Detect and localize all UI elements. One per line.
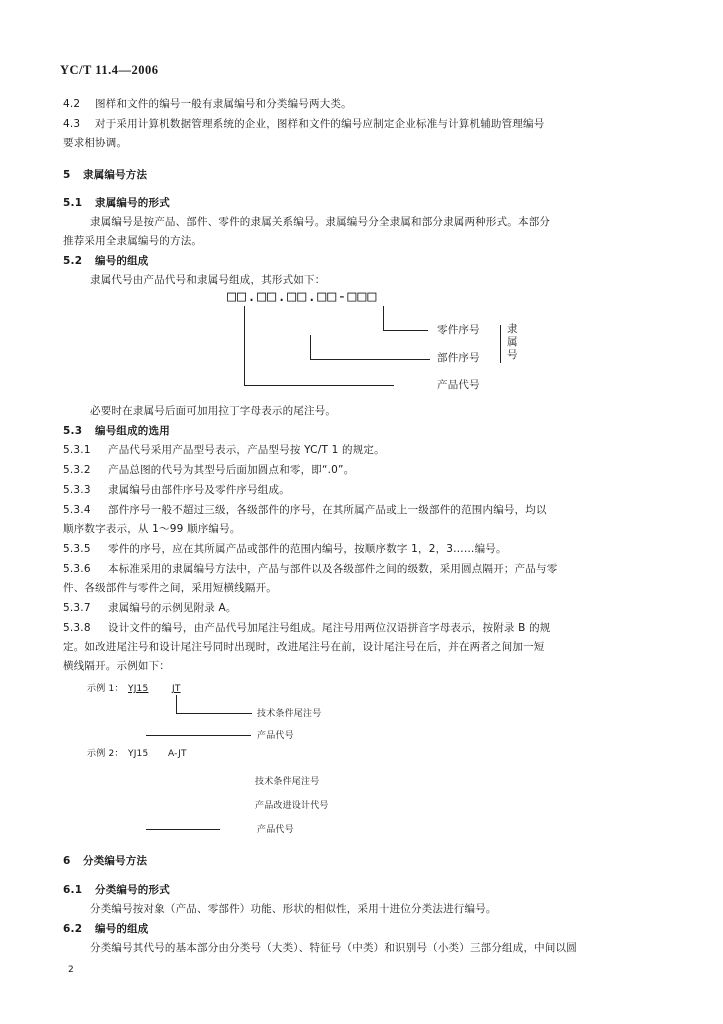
clause-number: 5.3.4 <box>63 504 91 516</box>
clause-number: 4.3 <box>63 118 81 130</box>
clause-text: 产品总图的代号为其型号后面加圆点和零，即“.0”。 <box>108 464 355 476</box>
product-leader-line <box>244 306 245 386</box>
clause-title: 编号的组成 <box>95 255 149 267</box>
clause-text: 零件的序号，应在其所属产品或部件的范围内编号，按顺序数字 1，2，3……编号。 <box>108 543 507 555</box>
example-suffix-code: JT <box>172 684 181 694</box>
clause-note: 必要时在隶属号后面可加用拉丁字母表示的尾注号。 <box>90 405 337 417</box>
section-title: 隶属编号方法 <box>83 169 148 181</box>
clause-number: 6.2 <box>63 923 83 935</box>
product-leader-line <box>146 829 220 830</box>
page-number: 2 <box>68 965 74 975</box>
clause-title: 编号的组成 <box>95 923 149 935</box>
assembly-leader-line <box>310 335 311 360</box>
standard-code-header: YC/T 11.4—2006 <box>60 63 159 77</box>
bracket-label: 属 <box>507 336 518 348</box>
section-number: 6 <box>63 855 71 867</box>
example-product-code: YJ15 <box>128 684 149 694</box>
clause-text: 横线隔开。示例如下： <box>63 660 170 672</box>
section-title: 分类编号方法 <box>83 855 148 867</box>
tech-leader-line <box>176 695 177 714</box>
clause-text: 设计文件的编号，由产品代号加尾注号组成。尾注号用两位汉语拼音字母表示，按附录 B 的规 <box>108 622 551 634</box>
tech-suffix-label: 技术条件尾注号 <box>257 709 322 719</box>
tech-suffix-label: 技术条件尾注号 <box>255 777 320 787</box>
clause-number: 5.3.1 <box>63 444 91 456</box>
clause-text: 本标准采用的隶属编号方法中，产品与部件以及各级部件之间的级数，采用圆点隔开；产品与零 <box>108 563 558 575</box>
code-pattern: □□.□□.□□.□□-□□□ <box>227 287 378 305</box>
example-suffix-code: A-JT <box>168 749 187 759</box>
product-leader-line <box>244 385 394 386</box>
clause-number: 5.1 <box>63 197 83 209</box>
assembly-leader-line <box>310 359 430 360</box>
bracket-label: 号 <box>507 349 518 361</box>
part-leader-line <box>383 306 384 331</box>
clause-number: 5.3 <box>63 425 83 437</box>
product-code-label: 产品代号 <box>257 731 294 741</box>
clause-text: 推荐采用全隶属编号的方法。 <box>63 235 203 247</box>
example-product-code: YJ15 <box>128 749 149 759</box>
clause-text: 隶属编号的示例见附录 A。 <box>108 602 237 614</box>
tech-leader-line <box>176 713 252 714</box>
clause-text: 产品代号采用产品型号表示，产品型号按 YC/T 1 的规定。 <box>108 444 385 456</box>
clause-title: 编号组成的选用 <box>95 425 170 437</box>
product-leader-line <box>146 735 251 736</box>
subordinate-bracket <box>500 325 501 363</box>
clause-number: 5.2 <box>63 255 83 267</box>
assembly-number-label: 部件序号 <box>437 352 480 364</box>
clause-text: 隶属代号由产品代号和隶属号组成，其形式如下： <box>90 274 326 286</box>
clause-number: 5.3.3 <box>63 484 91 496</box>
clause-number: 5.3.2 <box>63 464 91 476</box>
clause-text: 隶属编号是按产品、部件、零件的隶属关系编号。隶属编号分全隶属和部分隶属两种形式。本部分 <box>90 216 551 228</box>
example-label: 示例 2： <box>87 749 124 759</box>
clause-title: 分类编号的形式 <box>95 884 170 896</box>
product-code-label: 产品代号 <box>257 825 294 835</box>
bracket-label: 隶 <box>507 323 518 335</box>
part-number-label: 零件序号 <box>437 324 480 336</box>
section-number: 5 <box>63 169 71 181</box>
improvement-code-label: 产品改进设计代号 <box>255 801 329 811</box>
clause-text: 分类编号按对象（产品、零部件）功能、形状的相似性，采用十进位分类法进行编号。 <box>90 903 497 915</box>
clause-number: 5.3.6 <box>63 563 91 575</box>
clause-number: 5.3.5 <box>63 543 91 555</box>
part-leader-line <box>383 330 428 331</box>
clause-text: 部件序号一般不超过三级，各级部件的序号，在其所属产品或上一级部件的范围内编号，均以 <box>108 504 547 516</box>
clause-text: 图样和文件的编号一般有隶属编号和分类编号两大类。 <box>95 98 352 110</box>
clause-text: 件、各级部件与零件之间，采用短横线隔开。 <box>63 582 277 594</box>
clause-text: 定。如改进尾注号和设计尾注号同时出现时，改进尾注号在前，设计尾注号在后，并在两者之间加一短 <box>63 641 545 653</box>
clause-text: 隶属编号由部件序号及零件序号组成。 <box>108 484 290 496</box>
clause-title: 隶属编号的形式 <box>95 197 170 209</box>
clause-number: 6.1 <box>63 884 83 896</box>
example-label: 示例 1： <box>87 684 124 694</box>
product-code-label: 产品代号 <box>437 379 480 391</box>
clause-text: 要求相协调。 <box>63 137 128 149</box>
clause-text: 分类编号其代号的基本部分由分类号（大类）、特征号（中类）和识别号（小类）三部分组成，中间以圆 <box>90 942 577 954</box>
clause-number: 4.2 <box>63 98 81 110</box>
clause-text: 顺序数字表示，从 1～99 顺序编号。 <box>63 523 241 535</box>
clause-number: 5.3.7 <box>63 602 91 614</box>
clause-number: 5.3.8 <box>63 622 91 634</box>
clause-text: 对于采用计算机数据管理系统的企业，图样和文件的编号应制定企业标准与计算机辅助管理编号 <box>95 118 545 130</box>
